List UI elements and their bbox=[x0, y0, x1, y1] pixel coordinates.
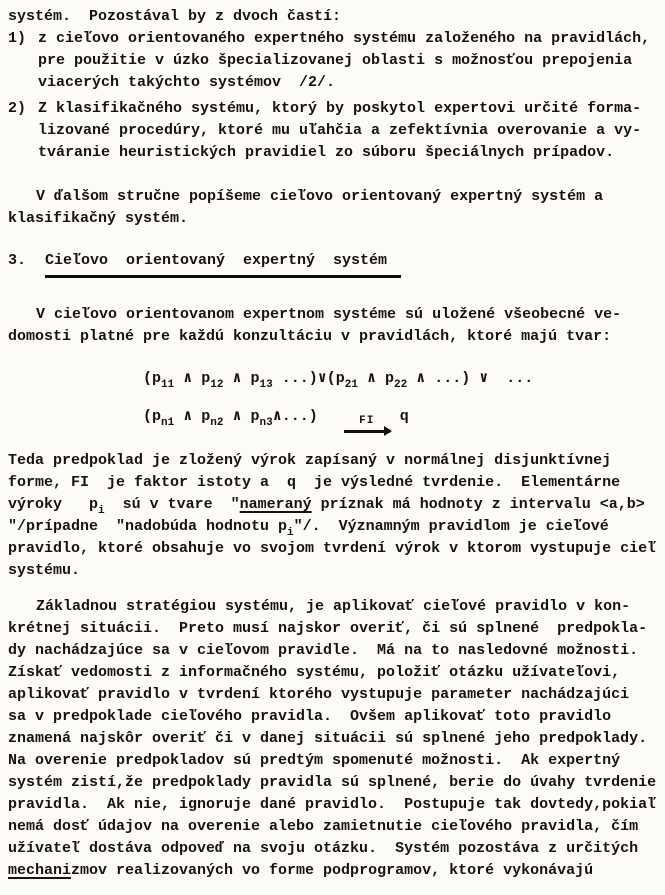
text-line: Základnou stratégiou systému, je aplikovať cieľové pravidlo v kon- bbox=[36, 598, 631, 615]
formula-block bbox=[8, 360, 663, 436]
paragraph-intro-summary bbox=[8, 186, 663, 230]
paragraph-predpoklad bbox=[8, 450, 663, 582]
text-line: systém zistí,že predpoklady pravidla sú splnené, berie do úvahy tvrdenie bbox=[8, 774, 657, 791]
text-line: Teda predpoklad je zložený výrok zapísaný v normálnej disjunktívnej bbox=[8, 452, 612, 469]
list-marker: 2) bbox=[8, 100, 27, 117]
formula-line-1: ($p_{11}$ ∧ $p_{12}$ ∧ $p_{13}$ $...)\vee(p_{21}$ ∧ $p_{22}$ ∧ ...) ∨ ... bbox=[143, 370, 534, 391]
formula-line-2 bbox=[143, 398, 663, 436]
text-line: sa v predpoklade cieľového pravidla. Ovšem aplikovať toto pravidlo bbox=[8, 708, 612, 725]
heading-number: 3. bbox=[8, 252, 27, 269]
text-line: z cieľovo orientovaného expertného systému založeného na pravidlách, bbox=[38, 30, 651, 47]
text-line: klasifikačný systém. bbox=[8, 210, 189, 227]
text-line: domosti platné pre každú konzultáciu v pravidlách, ktoré majú tvar: bbox=[8, 328, 612, 345]
list-item-1 bbox=[8, 28, 663, 94]
text-line: dy nachádzajúce sa v cieľovom pravidle. Má na to nasledovné možnosti. bbox=[8, 642, 639, 659]
text-line: systému. bbox=[8, 562, 81, 579]
text-line: nemá dosť údajov na overenie alebo zamietnutie cieľového pravidla, čím bbox=[8, 818, 639, 835]
list-item-body bbox=[38, 98, 641, 164]
list-marker: 1) bbox=[8, 30, 27, 47]
text-line: tváranie heuristických pravidiel zo súboru špeciálnych prípadov. bbox=[38, 144, 615, 161]
text-line: užívateľ dostáva odpoveď na svoju otázku. Systém pozostáva z určitých bbox=[8, 840, 639, 857]
text-line: V cieľovo orientovanom expertnom systéme sú uložené všeobecné ve- bbox=[36, 306, 622, 323]
paragraph-strategia bbox=[8, 596, 663, 882]
text-line: mechanizmov realizovaných vo forme podprogramov, ktoré vykonávajú bbox=[8, 862, 594, 879]
text-line: aplikovať pravidlo v tvrdení ktorého vystupuje parameter nachádzajúci bbox=[8, 686, 630, 703]
text-line: Získať vedomosti z informačného systému, položiť otázku užívateľovi, bbox=[8, 664, 621, 681]
text-line: výroky $p_i$ sú v tvare "nameraný príznak má hodnoty z intervalu <a,b> bbox=[8, 496, 645, 517]
text-line: znamená najskôr overiť či v danej situácii sú splnené jeho predpoklady. bbox=[8, 730, 648, 747]
text-line: viacerých takýchto systémov /2/. bbox=[38, 74, 336, 91]
text-line: lizované procedúry, ktoré mu uľahčia a zefektívnia overovanie a vy- bbox=[38, 122, 642, 139]
fi-label: FI bbox=[359, 415, 375, 427]
text-line: Na overenie predpokladov sú predtým spomenuté možnosti. Ak expertný bbox=[8, 752, 621, 769]
heading-title: Cieľovo orientovaný expertný systém bbox=[45, 250, 401, 278]
arrow-shaft bbox=[344, 430, 390, 433]
text-line: pre použitie v úzko špecializovanej oblasti s možnosťou prepojenia bbox=[38, 52, 633, 69]
text-line: pravidlo, ktoré obsahuje vo svojom tvrdení výrok v ktorom vystupuje cieľ bbox=[8, 540, 657, 557]
text-line: krétnej situácii. Preto musí najskor overiť, či sú splnené predpokla- bbox=[8, 620, 648, 637]
text-line: "/prípadne "nadobúda hodnotu $p_i"/$. Významným pravidlom je cieľové bbox=[8, 518, 609, 539]
fi-arrow-icon bbox=[344, 416, 390, 433]
formula-line-2-left: ($p_{n1}$ ∧ $p_{n2}$ ∧ $p_{n3}\wedge$...) bbox=[143, 408, 318, 429]
paragraph-rules-intro bbox=[8, 304, 663, 348]
text-line: Z klasifikačného systému, ktorý by poskytol expertovi určité forma- bbox=[38, 100, 642, 117]
q-symbol: q bbox=[399, 408, 409, 425]
text-line: forme, FI je faktor istoty a q je výsledné tvrdenie. Elementárne bbox=[8, 474, 621, 491]
list-item-body bbox=[38, 28, 650, 94]
text-line: systém. Pozostával by z dvoch častí: bbox=[8, 8, 342, 25]
text-line: pravidla. Ak nie, ignoruje dané pravidlo. Postupuje tak dovtedy,pokiaľ bbox=[8, 796, 657, 813]
list-item-2 bbox=[8, 98, 663, 164]
text-line: V ďalšom stručne popíšeme cieľovo orientovaný expertný systém a bbox=[36, 188, 604, 205]
section-heading bbox=[8, 250, 663, 278]
